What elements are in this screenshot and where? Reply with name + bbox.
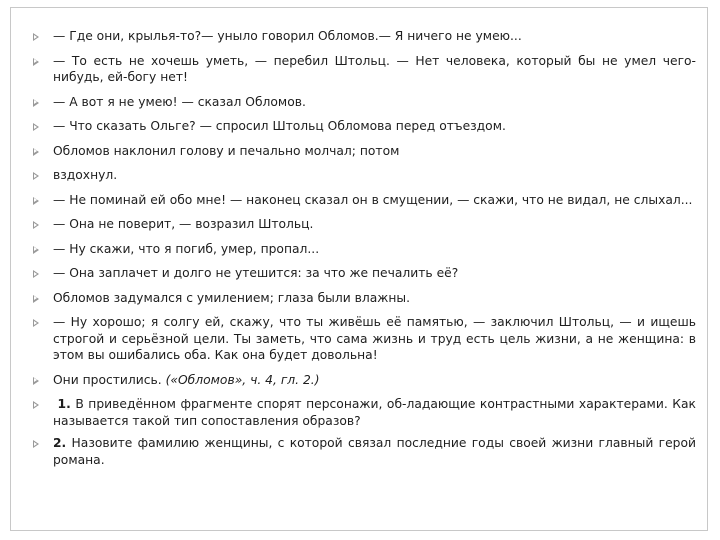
question-item — [31, 435, 696, 468]
item-text: Обломов наклонил голову и печально молчал; потом — [53, 143, 400, 158]
slide-frame — [10, 7, 708, 531]
arrow-bullet-icon — [33, 440, 39, 448]
list-item — [31, 28, 696, 45]
list-item — [31, 241, 696, 258]
item-text: — То есть не хочешь уметь, — перебил Штольц. — Нет человека, который бы не умел чего-нибудь, ей-богу нет! — [53, 53, 696, 84]
arrow-bullet-icon — [33, 295, 39, 303]
item-text: — Ну хорошо; я солгу ей, скажу, что ты живёшь её памятью, — заключил Штольц, — и ищешь строгой и серьёзной цели. Ты заметь, что сама жизнь и труд есть цель жизни, а не женщина: в этом вы ошибались оба. Как она будет довольна! — [53, 315, 696, 362]
arrow-bullet-icon — [33, 377, 39, 385]
arrow-bullet-icon — [33, 401, 39, 409]
question-number: 1. — [57, 397, 71, 411]
item-text: Обломов задумался с умилением; глаза были влажны. — [53, 290, 411, 305]
item-text: — Не поминай ей обо мне! — наконец сказал он в смущении, — скажи, что не видал, не слыхал... — [53, 192, 693, 207]
list-item — [31, 372, 696, 389]
arrow-bullet-icon — [33, 33, 39, 41]
question-number: 2. — [53, 436, 67, 450]
item-text: — Ну скажи, что я погиб, умер, пропал... — [53, 241, 320, 256]
arrow-bullet-icon — [33, 99, 39, 107]
item-text: Они простились. — [53, 372, 162, 387]
item-text: — Где они, крылья-то?— уныло говорил Обломов.— Я ничего не умею... — [53, 29, 522, 43]
arrow-bullet-icon — [33, 270, 39, 278]
list-item — [31, 216, 696, 233]
list-item — [31, 265, 696, 282]
arrow-bullet-icon — [33, 58, 39, 66]
item-text: вздохнул. — [53, 168, 118, 182]
arrow-bullet-icon — [33, 221, 39, 229]
list-item — [31, 290, 696, 307]
arrow-bullet-icon — [33, 172, 39, 180]
arrow-bullet-icon — [33, 197, 39, 205]
arrow-bullet-icon — [33, 246, 39, 254]
list-item — [31, 314, 696, 364]
item-text: — Она заплачет и долго не утешится: за что же печалить её? — [53, 266, 459, 280]
question-text: В приведённом фрагменте спорят персонажи, об-ладающие контрастными характерами. Как называется такой тип сопоставления образов? — [53, 397, 696, 428]
arrow-bullet-icon — [33, 148, 39, 156]
list-item — [31, 118, 696, 135]
source-citation: («Обломов», ч. 4, гл. 2.) — [165, 372, 320, 387]
list-item — [31, 94, 696, 111]
list-item — [31, 53, 696, 86]
text-list — [31, 28, 696, 474]
list-item — [31, 192, 696, 209]
arrow-bullet-icon — [33, 319, 39, 327]
item-text: — Что сказать Ольге? — спросил Штольц Обломова перед отъездом. — [53, 119, 506, 133]
question-text: Назовите фамилию женщины, с которой связал последние годы своей жизни главный герой романа. — [53, 436, 696, 467]
list-item — [31, 143, 696, 160]
list-item — [31, 167, 696, 184]
item-text: — А вот я не умею! — сказал Обломов. — [53, 94, 306, 109]
item-text: — Она не поверит, — возразил Штольц. — [53, 217, 314, 231]
question-item — [31, 396, 696, 429]
arrow-bullet-icon — [33, 123, 39, 131]
